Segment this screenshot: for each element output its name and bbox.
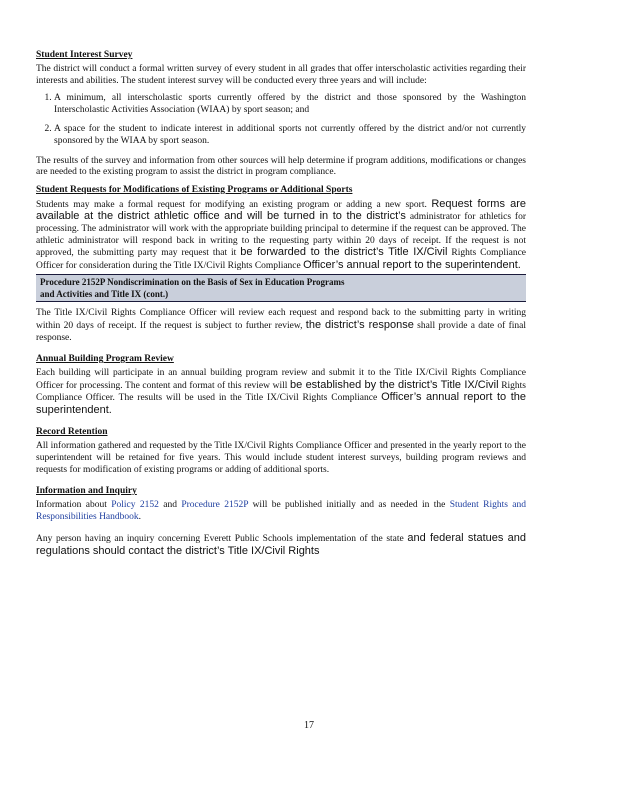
requests-text-3b: be forwarded to the district’s Title IX/Civil — [240, 246, 448, 259]
survey-item-list — [36, 93, 526, 147]
review-paragraph — [36, 308, 526, 344]
inquiry-text-1b: and — [163, 500, 177, 511]
review-text-2: the district’s response — [305, 318, 414, 331]
page-number: 17 — [304, 720, 314, 731]
survey-item-2: 2. A space for the student to indicate interest in additional sports not currently offered by the district and/or not currently sponsored by the WIAA by sport season. — [54, 124, 526, 147]
inquiry-text-1c: will be published initially and as needed in the — [252, 500, 446, 511]
review-text-3: shall provide a date of final response. — [36, 320, 527, 343]
annual-paragraph — [36, 368, 526, 417]
section-heading-annual-review: Annual Building Program Review — [36, 354, 174, 365]
inquiry-text-1d: . — [138, 511, 142, 522]
inquiry-paragraph-2 — [36, 533, 526, 558]
requests-text-3: administrator for athletics for processing. The administrator will work with the appropriate building principal to determine if the request can be approved. The athletic administrator will respond back in writing to the requesting party within 20 days of receipt. If the request is not approved, the submitting party may request that it — [36, 212, 527, 259]
annual-text-2: be established by the district’s Title IX/Civil — [290, 378, 499, 391]
policy-2152-link[interactable]: Policy 2152 — [111, 500, 159, 511]
annual-text-1: Each building will participate in an annual building program review and submit it to the Title IX/Civil Rights Compliance Officer for processing. The content and format of this review will — [36, 368, 526, 391]
handbook-link[interactable]: Student Rights and Responsibilities Handbook — [36, 500, 527, 522]
section-heading-information-inquiry: Information and Inquiry — [36, 486, 137, 497]
survey-results: The results of the survey and information from other sources will help determine if program additions, modifications or changes are needed to the existing program to assist the district in program compliance. — [36, 155, 526, 178]
inquiry-text-1a: Information about — [36, 500, 107, 511]
banner-line-2: and Activities and Title IX (cont.) — [40, 289, 169, 300]
banner-line-1: Procedure 2152P Nondiscrimination on the Basis of Sex in Education Programs — [40, 277, 345, 288]
inquiry-text-2: Any person having an inquiry concerning Everett Public Schools implementation of the state — [36, 534, 404, 545]
procedure-header-banner — [36, 274, 526, 302]
retention-paragraph: All information gathered and requested by the Title IX/Civil Rights Compliance Officer and presented in the yearly report to the superintendent will be retained for five years. This would include student interest surveys, building program reviews and requests for modification of existing programs or adding of additional sports. — [36, 441, 526, 475]
requests-text-5: Officer’s annual report to the superintendent. — [303, 258, 521, 271]
review-text-1: The Title IX/Civil Rights Compliance Officer will review each request and respond back to the submitting party in writing within 20 days of receipt. If the request is subject to further review, — [36, 308, 526, 331]
requests-paragraph — [36, 199, 526, 273]
inquiry-paragraph-1 — [36, 500, 526, 523]
annual-text-3: Rights Compliance Officer. The results will be used in the Title IX/Civil Rights Compliance — [36, 380, 526, 404]
procedure-2152p-link[interactable]: Procedure 2152P — [181, 500, 249, 511]
requests-text-2: Request forms are available at the district athletic office and will be turned in to the district’s — [36, 197, 526, 223]
inquiry-text-3: and federal statues and regulations should contact the district’s Title IX/Civil Rights — [36, 532, 526, 558]
annual-text-4: Officer’s annual report to the superintendent. — [36, 391, 526, 416]
document-body — [36, 50, 526, 559]
requests-text-4: Rights Compliance Officer for consideration during the Title IX/Civil Rights Compliance — [36, 248, 527, 271]
section-heading-record-retention: Record Retention — [36, 427, 108, 438]
survey-intro: The district will conduct a formal written survey of every student in all grades that offer interscholastic activities regarding their interests and abilities. The student interest survey will be conducted every three years and will include: — [36, 64, 526, 86]
section-heading-survey: Student Interest Survey — [36, 50, 133, 60]
survey-item-1: 1. A minimum, all interscholastic sports currently offered by the district and those sponsored by the Washington Interscholastic Activities Association (WIAA) by sport season; and — [54, 93, 526, 116]
requests-text-1: Students may make a formal request for modifying an existing program or adding a new sport. — [36, 199, 427, 210]
section-heading-requests: Student Requests for Modifications of Existing Programs or Additional Sports — [36, 184, 353, 195]
